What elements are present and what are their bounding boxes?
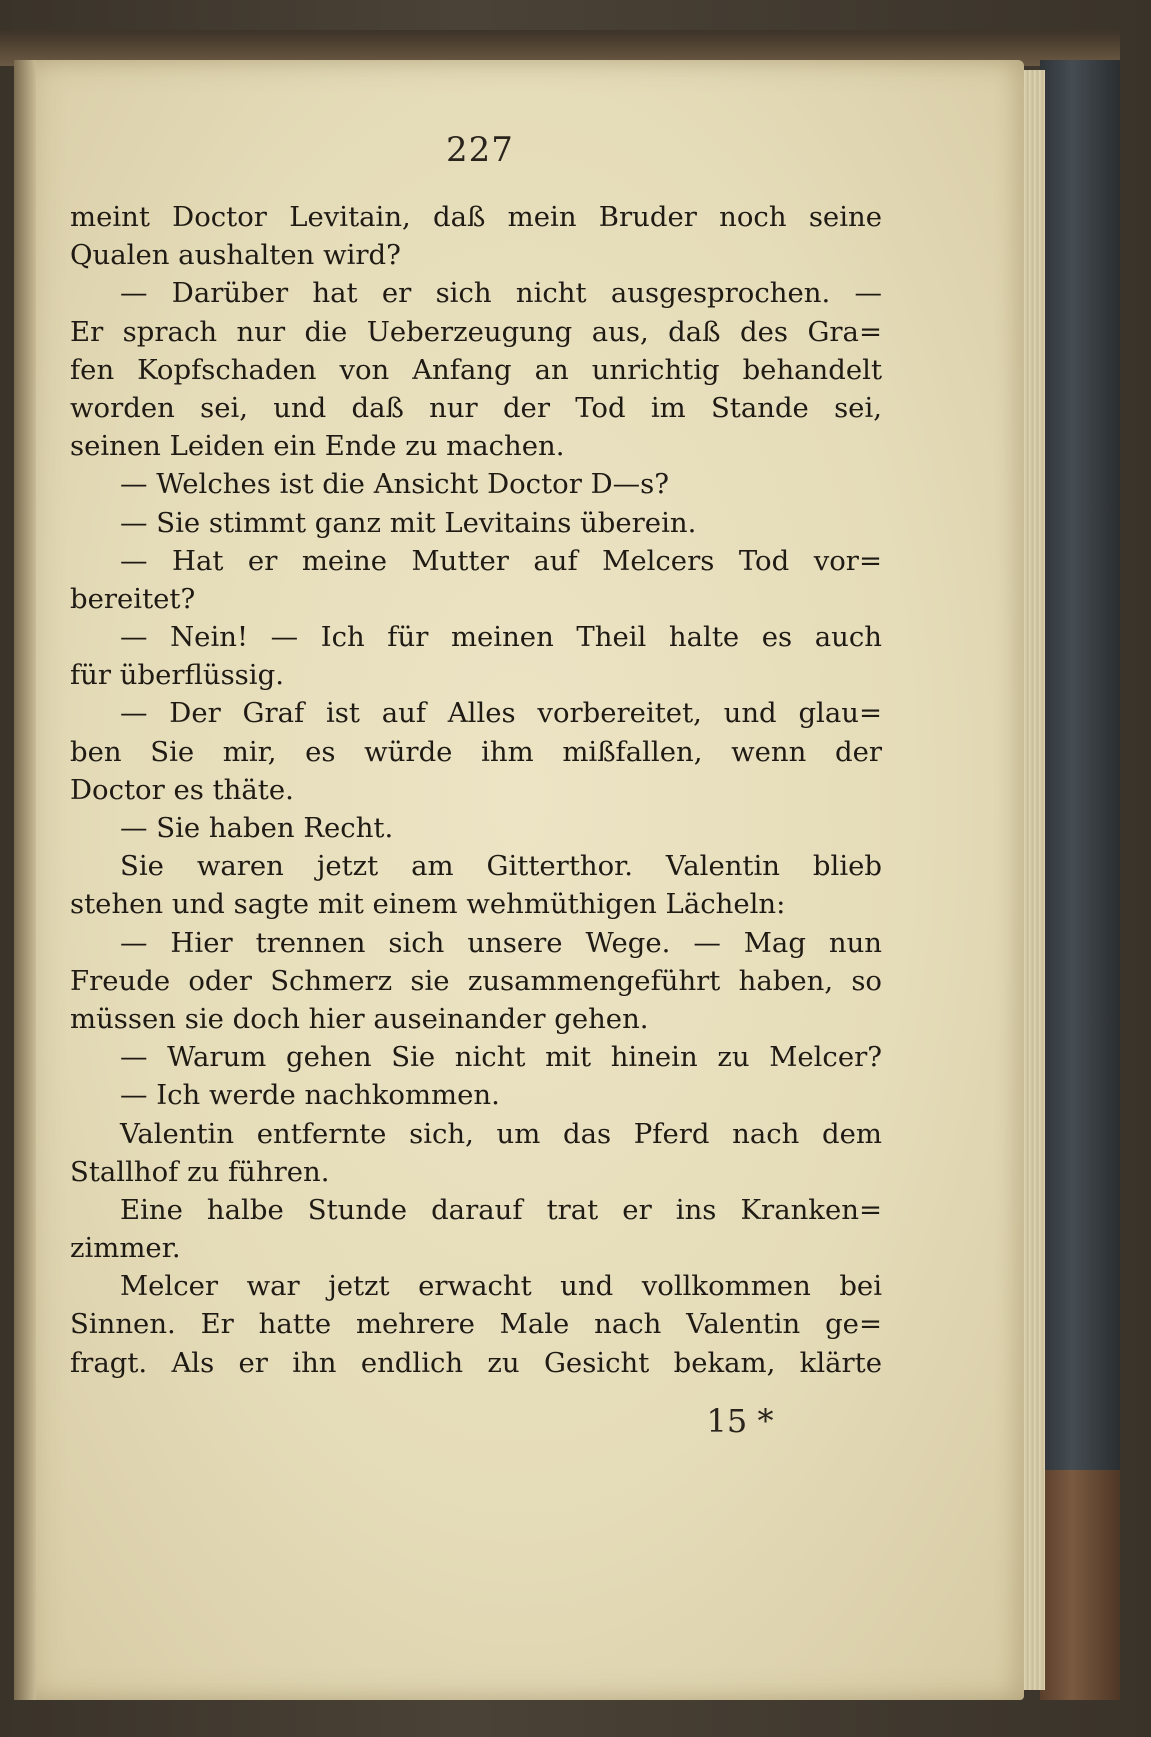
- text-line: — Sie stimmt ganz mit Levitains überein.: [120, 506, 697, 539]
- text-line: Qualen aushalten wird?: [70, 239, 401, 272]
- text-line: zimmer.: [70, 1232, 181, 1265]
- text-line: Stallhof zu führen.: [70, 1155, 330, 1188]
- text-line: — Darüber hat er sich nicht ausgesprochen. —: [120, 277, 882, 310]
- text-line: Er sprach nur die Ueberzeugung aus, daß des Gra=: [70, 315, 882, 348]
- page-gutter: [14, 60, 36, 1700]
- text-line: müssen sie doch hier auseinander gehen.: [70, 1002, 649, 1035]
- book-spine: [1040, 60, 1120, 1700]
- page-number: 227: [446, 130, 514, 170]
- text-line: stehen und sagte mit einem wehmüthigen Lächeln:: [70, 888, 786, 921]
- text-line: — Nein! — Ich für meinen Theil halte es auch: [120, 621, 882, 654]
- signature-mark: 15 *: [706, 1402, 774, 1440]
- text-line: ben Sie mir, es würde ihm mißfallen, wenn der: [70, 735, 882, 768]
- text-line: Doctor es thäte.: [70, 773, 294, 806]
- text-line: — Hat er meine Mutter auf Melcers Tod vor=: [120, 544, 882, 577]
- text-line: — Der Graf ist auf Alles vorbereitet, und glau=: [120, 697, 882, 730]
- text-line: — Welches ist die Ansicht Doctor D—s?: [120, 468, 669, 501]
- text-line: für überflüssig.: [70, 659, 284, 692]
- text-line: Valentin entfernte sich, um das Pferd nach dem: [120, 1117, 882, 1150]
- text-line: bereitet?: [70, 582, 196, 615]
- text-line: — Ich werde nachkommen.: [120, 1079, 500, 1112]
- text-line: — Hier trennen sich unsere Wege. — Mag nun: [120, 926, 882, 959]
- text-line: Sinnen. Er hatte mehrere Male nach Valentin ge=: [70, 1308, 882, 1341]
- text-line: seinen Leiden ein Ende zu machen.: [70, 430, 565, 463]
- text-line: worden sei, und daß nur der Tod im Stande sei,: [70, 391, 882, 424]
- text-block: [70, 198, 882, 1382]
- text-line: Freude oder Schmerz sie zusammengeführt haben, so: [70, 964, 882, 997]
- text-line: Sie waren jetzt am Gitterthor. Valentin blieb: [120, 850, 882, 883]
- text-line: — Sie haben Recht.: [120, 812, 394, 844]
- text-line: Eine halbe Stunde darauf trat er ins Kranken=: [120, 1193, 882, 1226]
- text-line: — Warum gehen Sie nicht mit hinein zu Melcer?: [120, 1041, 882, 1074]
- text-line: fen Kopfschaden von Anfang an unrichtig behandelt: [70, 353, 882, 386]
- text-line: meint Doctor Levitain, daß mein Bruder noch seine: [70, 201, 882, 233]
- book-spine-band: [1040, 1470, 1120, 1700]
- text-line: fragt. Als er ihn endlich zu Gesicht bekam, klärte: [70, 1346, 882, 1379]
- text-line: Melcer war jetzt erwacht und vollkommen bei: [120, 1270, 882, 1303]
